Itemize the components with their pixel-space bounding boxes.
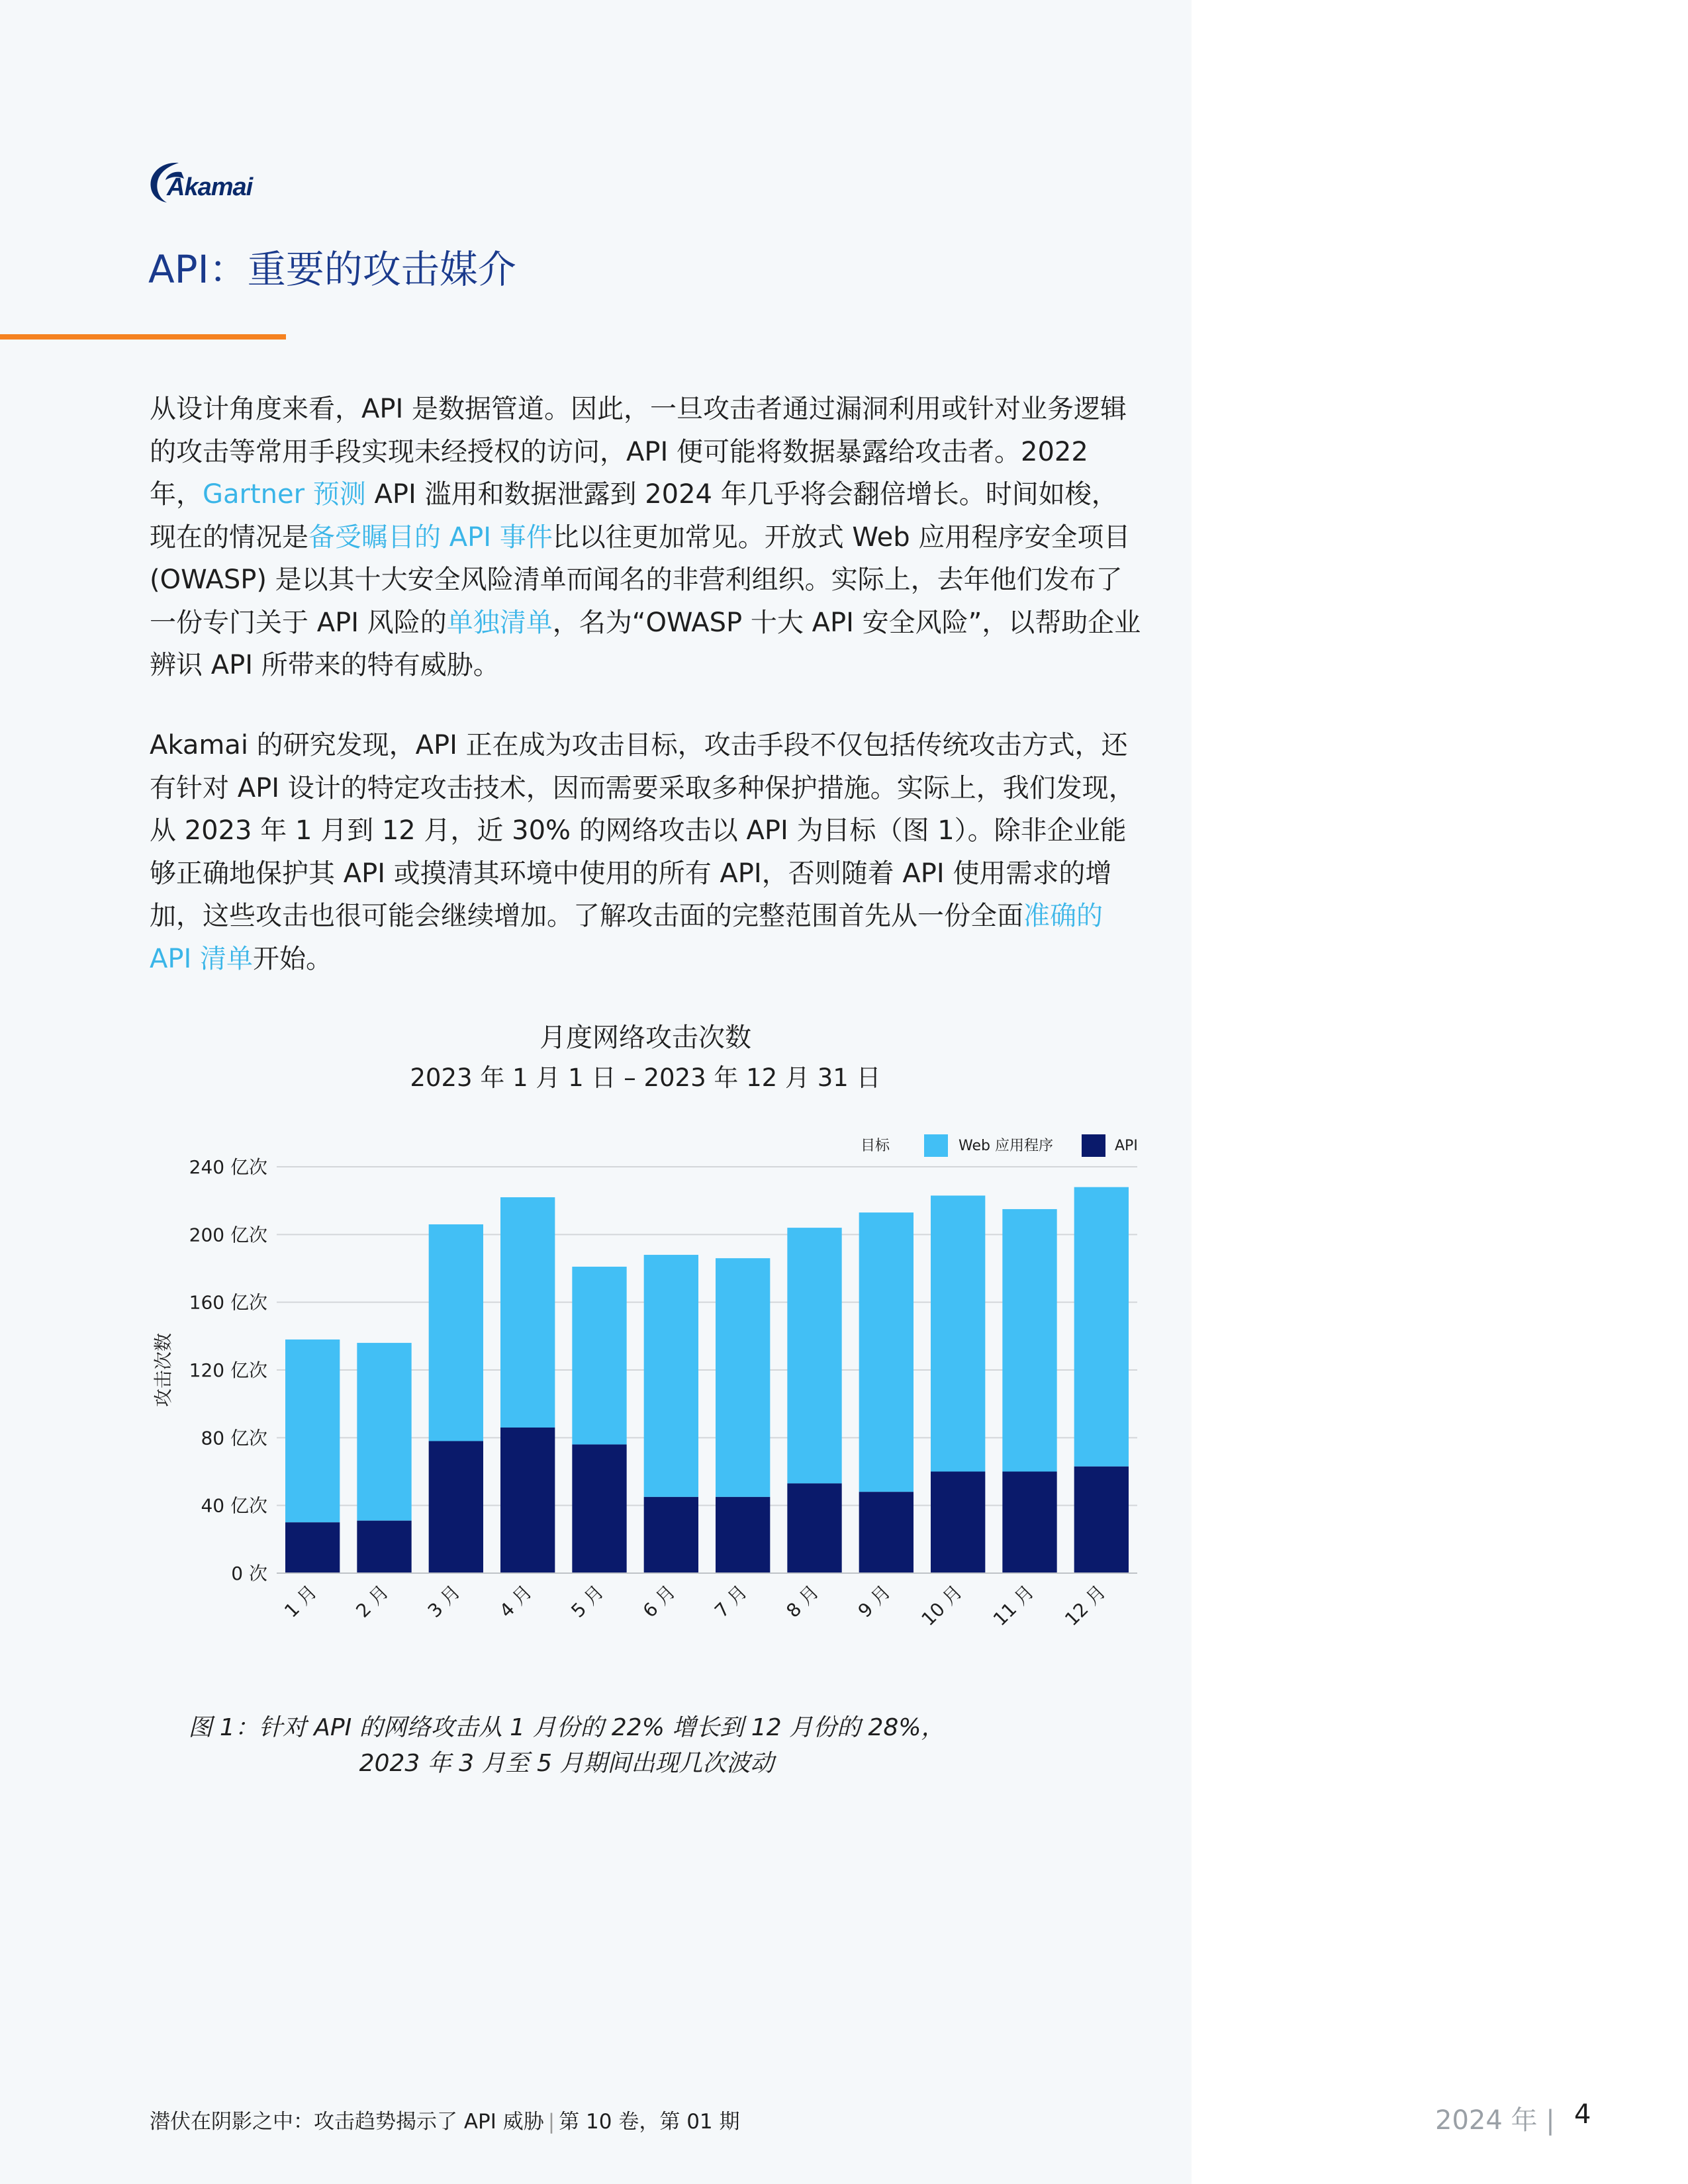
p1-text-2: API 滥用和数据泄露到 2024 年几乎将会翻倍增长。时间如梭，现在的情况是 — [150, 479, 1118, 553]
bar-web-app — [644, 1255, 698, 1497]
p2-text-1: Akamai 的研究发现，API 正在成为攻击目标，攻击手段不仅包括传统攻击方式，还有针对 API 设计的特定攻击技术，因而需要采取多种保护措施。实际上，我们发现，从 2023 年 1 月到 12 月，近 30% 的网络攻击以 API 为目标（图 1）。除非企业能够正确地保护其 API 或摸清其环境中使用的所有 API，否则随着 API 使用需求的增加，这些攻击也很可能会继续增加。了解攻击面的完整范围首先从一份全面 — [150, 730, 1135, 931]
akamai-logo — [147, 158, 259, 204]
legend-swatch-web-app — [924, 1134, 948, 1157]
x-tick-label: 8 月 — [782, 1580, 823, 1622]
bar-web-app — [429, 1224, 483, 1441]
x-tick-label: 7 月 — [710, 1580, 752, 1622]
owasp-list-link[interactable]: 单独清单 — [446, 607, 553, 638]
x-tick-label: 2 月 — [352, 1580, 393, 1622]
legend-label-api: API — [1115, 1138, 1138, 1154]
footer-publication — [150, 2105, 740, 2134]
x-tick-label: 12 月 — [1060, 1580, 1110, 1631]
page-title: API：重要的攻击媒介 — [148, 247, 516, 292]
bar-api — [1002, 1472, 1056, 1574]
x-tick-label: 1 月 — [280, 1580, 322, 1622]
p1-text-4: ，名为“OWASP 十大 API 安全风险”，以帮助企业辨识 API 所带来的特有威胁。 — [150, 607, 1141, 680]
bar-web-app — [500, 1197, 555, 1428]
footer-separator: | — [547, 2110, 555, 2134]
y-tick-label: 40 亿次 — [201, 1494, 267, 1517]
legend-swatch-api — [1082, 1134, 1105, 1157]
title-accent-rule — [0, 334, 286, 340]
legend-label-web-app: Web 应用程序 — [959, 1138, 1053, 1154]
attack-chart — [0, 1112, 1192, 1655]
bar-api — [285, 1522, 340, 1573]
footer-year: 2024 年 | — [1435, 2105, 1555, 2136]
p1-text-3: 比以往更加常见。开放式 Web 应用程序安全项目 (OWASP) 是以其十大安全风险清单而闻名的非营利组织。实际上，去年他们发布了一份专门关于 API 风险的 — [150, 522, 1131, 638]
body-paragraph-1 — [150, 388, 1143, 687]
figure-caption-line-1: 图 1：针对 API 的网络攻击从 1 月份的 22% 增长到 12 月份的 28%， — [188, 1714, 945, 1741]
bar-api — [644, 1497, 698, 1573]
gartner-link[interactable]: Gartner 预测 — [203, 479, 366, 510]
y-tick-label: 160 亿次 — [189, 1291, 267, 1314]
p1-text-1: 从设计角度来看，API 是数据管道。因此，一旦攻击者通过漏洞利用或针对业务逻辑的攻击等常用手段实现未经授权的访问，API 便可能将数据暴露给攻击者。2022 年， — [150, 394, 1127, 510]
chart-title: 月度网络攻击次数 — [539, 1023, 751, 1053]
bar-web-app — [859, 1212, 914, 1492]
y-tick-label: 0 次 — [231, 1563, 267, 1584]
bar-api — [931, 1472, 985, 1574]
bar-web-app — [1002, 1209, 1056, 1472]
bar-web-app — [931, 1195, 985, 1471]
bar-web-app — [357, 1343, 411, 1521]
x-tick-label: 11 月 — [988, 1580, 1039, 1631]
x-tick-label: 9 月 — [853, 1580, 895, 1622]
y-tick-label: 120 亿次 — [189, 1359, 267, 1381]
y-tick-label: 80 亿次 — [201, 1427, 267, 1449]
body-paragraph-2 — [150, 724, 1143, 980]
chart-subtitle: 2023 年 1 月 1 日 – 2023 年 12 月 31 日 — [410, 1064, 881, 1092]
bar-web-app — [1074, 1187, 1129, 1467]
bar-web-app — [787, 1228, 841, 1483]
bar-api — [787, 1483, 841, 1573]
bar-web-app — [716, 1258, 770, 1497]
y-tick-label: 240 亿次 — [189, 1156, 267, 1178]
page-number: 4 — [1574, 2099, 1591, 2130]
x-tick-label: 5 月 — [567, 1580, 608, 1622]
bar-api — [429, 1441, 483, 1573]
y-tick-label: 200 亿次 — [189, 1224, 267, 1246]
bar-web-app — [572, 1267, 626, 1445]
bar-api — [1074, 1467, 1129, 1573]
bar-api — [357, 1521, 411, 1573]
bar-web-app — [285, 1340, 340, 1522]
p2-text-2: 开始。 — [253, 943, 332, 974]
figure-caption-line-2: 2023 年 3 月至 5 月期间出现几次波动 — [359, 1750, 774, 1777]
bar-api — [500, 1428, 555, 1573]
logo-text: Akamai — [167, 173, 253, 201]
legend-title: 目标 — [861, 1138, 890, 1154]
bar-api — [716, 1497, 770, 1573]
x-tick-label: 10 月 — [917, 1580, 967, 1631]
y-axis-label: 攻击次数 — [152, 1332, 174, 1408]
api-inventory-link[interactable]: 准确的 API 清单 — [150, 901, 1103, 974]
footer-issue: 第 10 卷，第 01 期 — [559, 2110, 740, 2134]
footer-title: 潜伏在阴影之中：攻击趋势揭示了 API 威胁 — [150, 2110, 544, 2134]
bar-api — [859, 1492, 914, 1573]
x-tick-label: 3 月 — [423, 1580, 465, 1622]
bar-api — [572, 1445, 626, 1573]
api-incidents-link[interactable]: 备受瞩目的 API 事件 — [308, 522, 553, 553]
x-tick-label: 4 月 — [495, 1580, 537, 1622]
x-tick-label: 6 月 — [638, 1580, 680, 1622]
